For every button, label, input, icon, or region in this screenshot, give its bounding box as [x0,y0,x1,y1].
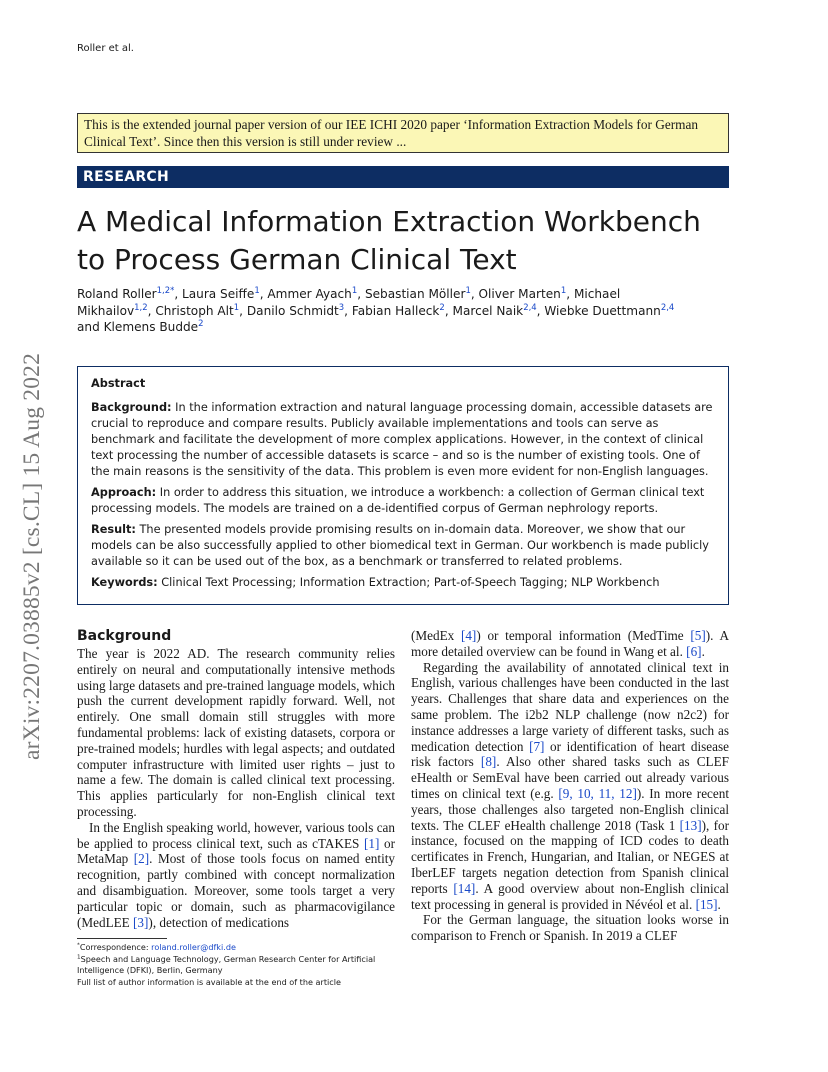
author-list [77,286,677,336]
paragraph: The year is 2022 AD. The research community relies entirely on neural and computationally intensive methods using large datasets and pre-trained language models, which push the current development rapidly forward. Well, not entirely. One small domain still struggles with more fundamental problems: lack of existing datasets, corpora or pre-trained models; hurdles with legal aspects; and outdated computer infrastructure with limited user rights – just to name a few. The domain is called clinical text processing. This applies particularly for non-English clinical text processing. [77,646,395,819]
citation-link[interactable]: [13] [679,817,702,833]
body-column-right [411,628,729,944]
citation-link[interactable]: [15] [695,896,718,912]
paragraph [77,820,395,931]
citation-link[interactable]: [7] [529,738,545,754]
citation-link[interactable]: [4] [460,628,477,643]
author-affiliation-link[interactable]: 2 [198,317,204,328]
paragraph [411,628,729,660]
footnote-text: Speech and Language Technology, German Research Center for Artificial Intelligence (DFKI), Berlin, Germany [77,953,376,975]
abstract-result [91,522,715,570]
abstract-box [77,366,729,605]
abstract-heading: Abstract [91,377,146,390]
abstract-keywords-text: Clinical Text Processing; Information Extraction; Part-of-Speech Tagging; NLP Workbench [161,576,660,589]
author-separator: , [259,287,268,301]
running-head: Roller et al. [77,43,134,54]
author-affiliation-link[interactable]: 2 [439,301,445,312]
author-affiliation-link[interactable]: 2,4 [660,301,675,312]
text-span: Regarding the availability of annotated clinical text in English, various challenges have been conducted in the last years. Challenges that share data and experiences on the same problem. The i2b2 NLP challenge (now n2c2) for instance addresses a large variety of different tasks, such as medication detection [411,659,729,754]
author-affiliation-link[interactable]: 1 [465,284,471,295]
abstract-result-text: The presented models provide promising results on in-domain data. Moreover, we show that our models can be also successfully applied to other biomedical text in German. Our workbench is made publicly available so it can be used out of the box, as a benchmark or transferred to related problems. [91,523,709,568]
author-separator: , [174,287,183,301]
citation-link[interactable]: [3] [133,914,149,930]
abstract-keywords-label: Keywords: [91,576,158,589]
author-affiliation-link[interactable]: 1,2* [156,284,175,295]
text-span: . [701,643,705,659]
citation-link[interactable]: [5] [690,628,706,643]
text-span: In the English speaking world, however, various tools can be applied to process clinical text, such as cTAKES [77,819,395,851]
section-banner: RESEARCH [77,166,729,188]
author-name: Klemens Budde [103,320,199,334]
author-affiliation-link[interactable]: 1 [254,284,260,295]
text-span: (MedEx [411,628,461,643]
citation-link[interactable]: [1] [363,835,380,851]
abstract-result-label: Result: [91,523,136,536]
text-span: ). In more recent years, those challenges also targeted non-English clinical texts. The CLEF eHealth challenge 2018 (Task 1 [411,785,730,833]
footnote-full-list: Full list of author information is available at the end of the article [77,976,341,987]
footnote-affiliation-1 [77,954,395,977]
text-span: ), detection of medications [148,914,290,930]
footnotes [77,938,395,988]
text-span: or identification of heart disease risk factors [411,738,729,770]
citation-link[interactable]: [2] [133,851,150,867]
arxiv-stamp: arXiv:2207.03885v2 [cs.CL] 15 Aug 2022 [19,352,45,760]
footnote-correspondence [77,942,395,954]
author-affiliation-link[interactable]: 1 [560,284,567,295]
author-separator: , [566,287,574,301]
footnote-mark: 1 [77,953,81,960]
citation-link[interactable]: [9, 10, 11, 12] [558,785,637,801]
author-separator: , [470,287,479,301]
author-name: Christoph Alt [155,303,234,318]
author-separator: , [536,303,545,318]
footnote-mark: * [77,942,80,949]
author-affiliation-link[interactable]: 1 [351,284,358,295]
author-name: Ammer Ayach [267,287,352,301]
author-separator: , [357,287,365,301]
abstract-keywords [91,575,715,591]
body-column-left [77,628,395,930]
abstract-background-text: In the information extraction and natural language processing domain, accessible datasets are crucial to reproduce and compare results. Publicly available implementations and tools can serve as benchmark and facilitate the development of more complex applications. However, in the context of clinical text processing the number of accessible datasets is scarce – and so is the number of existing tools. One of the main reasons is the sensitivity of the data. This problem is even more evident for non-English languages. [91,401,713,478]
citation-link[interactable]: [8] [480,754,497,770]
abstract-approach [91,485,715,517]
text-span: . [717,896,721,912]
text-span: ), for instance, focused on the mapping of ICD codes to death certificates in French, Hungarian, and Italian, or NEGES at IberLEF targets negation detection from Spanish clinical reports [411,817,729,896]
paper-title: A Medical Information Extraction Workbench to Process German Clinical Text [77,205,701,276]
author-separator: , [147,303,156,318]
author-separator: , [239,303,247,318]
author-affiliation-link[interactable]: 1,2 [134,301,148,312]
author-name: Marcel Naik [452,303,524,318]
author-name: Wiebke Duettmann [544,303,661,318]
author-name: Fabian Halleck [351,303,440,318]
review-notice: This is the extended journal paper version of our IEE ICHI 2020 paper ‘Information Extraction Models for German Clinical Text’. Since then this version is still under review ... [77,113,729,153]
author-affiliation-link[interactable]: 3 [338,301,345,312]
paragraph [411,660,729,913]
correspondence-email-link[interactable]: roland.roller@dfki.de [151,942,236,952]
footnote-rule [77,938,167,939]
text-span: or MetaMap [77,835,395,867]
text-span: . Most of those tools focus on named entity recognition, partly combined with concept normalization and disambiguation. Moreover, some tools target a very particular topic or domain, such as pharmacovigilance (MedLEE [77,851,395,930]
author-separator: , [344,303,352,318]
author-separator: and [77,320,104,334]
citation-link[interactable]: [14] [453,880,476,896]
text-span: . A good overview about non-English clinical text processing in general is provided in Névéol et al. [411,880,729,912]
paragraph: For the German language, the situation looks worse in comparison to French or Spanish. In 2019 a CLEF [411,912,729,944]
text-span: ). A more detailed overview can be found in Wang et al. [411,628,729,659]
abstract-approach-label: Approach: [91,486,157,499]
abstract-background [91,400,715,480]
section-heading-background: Background [77,628,172,644]
author-name: Laura Seiffe [182,287,255,301]
author-name: Oliver Marten [478,287,561,301]
author-name: Danilo Schmidt [246,303,339,318]
text-span: ) or temporal information (MedTime [476,628,691,643]
author-separator: , [444,303,453,318]
author-name: Michael Mikhailov [77,287,621,318]
author-name: Roland Roller [77,287,157,301]
author-affiliation-link[interactable]: 2,4 [523,301,537,312]
abstract-approach-text: In order to address this situation, we introduce a workbench: a collection of German clinical text processing models. The models are trained on a de-identified corpus of German nephrology reports. [91,486,705,515]
author-affiliation-link[interactable]: 1 [233,301,240,312]
author-name: Sebastian Möller [364,287,466,301]
abstract-background-label: Background: [91,401,172,414]
citation-link[interactable]: [6] [686,643,702,659]
text-span: . Also other shared tasks such as CLEF eHealth or SemEval have been carried out already various times on clinical text (e.g. [411,754,729,801]
footnote-label: Correspondence: [79,942,152,952]
